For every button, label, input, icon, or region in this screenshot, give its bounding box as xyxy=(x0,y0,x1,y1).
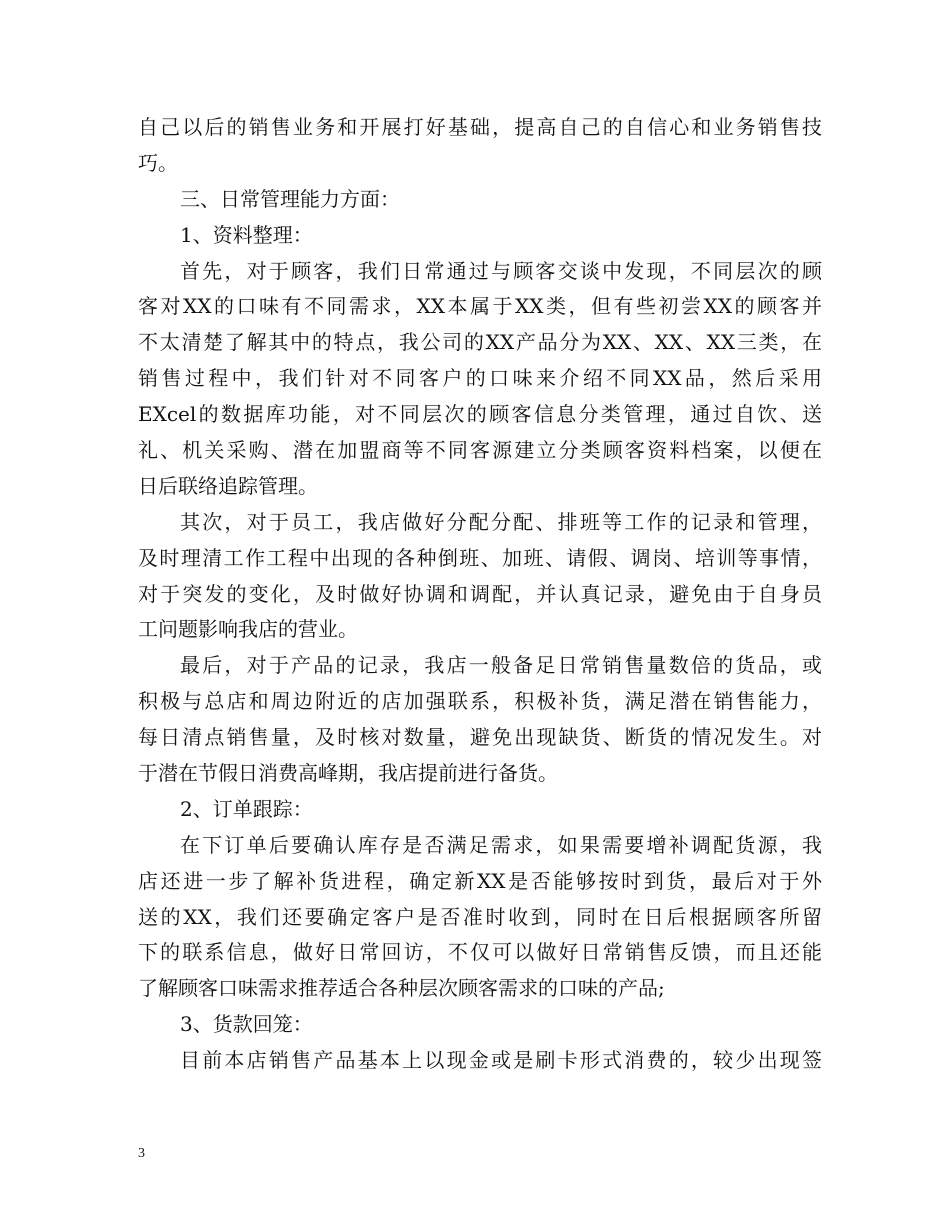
text-line: 于潜在节假日消费高峰期，我店提前进行备货。 xyxy=(138,761,558,786)
text-line: 客对XX的口味有不同需求，XX本属于XX类，但有些初尝XX的顾客并 xyxy=(138,294,822,319)
text-line: 自己以后的销售业务和开展打好基础，提高自己的自信心和业务销售技 xyxy=(138,115,822,139)
text-line: 送的XX，我们还要确定客户是否准时收到，同时在日后根据顾客所留 xyxy=(138,904,822,929)
text-line: 其次，对于员工，我店做好分配分配、排班等工作的记录和管理， xyxy=(180,509,822,534)
text-line: 1、资料整理： xyxy=(180,222,313,247)
text-line: 日后联络追踪管理。 xyxy=(138,473,318,498)
text-line: 对于突发的变化，及时做好协调和调配，并认真记录，避免由于自身员 xyxy=(138,581,822,606)
text-line: 最后，对于产品的记录，我店一般备足日常销售量数倍的货品，或 xyxy=(180,653,822,678)
text-line: 销售过程中，我们针对不同客户的口味来介绍不同XX品，然后采用 xyxy=(138,366,822,391)
text-line: 在下订单后要确认库存是否满足需求，如果需要增补调配货源，我 xyxy=(180,832,822,857)
text-line: 3、货款回笼： xyxy=(180,1012,313,1037)
text-line: 店还进一步了解补货进程，确定新XX是否能够按时到货，最后对于外 xyxy=(138,868,822,893)
text-line: 积极与总店和周边附近的店加强联系，积极补货，满足潜在销售能力， xyxy=(138,689,822,714)
text-line: 了解顾客口味需求推荐适合各种层次顾客需求的口味的产品; xyxy=(138,976,665,1001)
text-line: 工问题影响我店的营业。 xyxy=(138,617,358,642)
text-line: 礼、机关采购、潜在加盟商等不同客源建立分类顾客资料档案，以便在 xyxy=(138,438,822,463)
text-line: 三、日常管理能力方面： xyxy=(180,186,400,211)
text-line: 及时理清工作工程中出现的各种倒班、加班、请假、调岗、培训等事情， xyxy=(138,545,822,570)
body-text xyxy=(138,110,822,1079)
text-line: EXcel的数据库功能，对不同层次的顾客信息分类管理，通过自饮、送 xyxy=(138,402,822,427)
text-line: 巧。 xyxy=(138,150,178,175)
text-line: 不太清楚了解其中的特点，我公司的XX产品分为XX、XX、XX三类，在 xyxy=(138,330,822,355)
page-number: 3 xyxy=(138,1146,145,1161)
text-line: 2、订单跟踪： xyxy=(180,796,313,821)
text-line: 首先，对于顾客，我们日常通过与顾客交谈中发现，不同层次的顾 xyxy=(180,258,822,283)
text-line: 每日清点销售量，及时核对数量，避免出现缺货、断货的情况发生。对 xyxy=(138,725,822,750)
text-line: 下的联系信息，做好日常回访，不仅可以做好日常销售反馈，而且还能 xyxy=(138,940,822,965)
text-line: 目前本店销售产品基本上以现金或是刷卡形式消费的，较少出现签 xyxy=(180,1048,822,1073)
